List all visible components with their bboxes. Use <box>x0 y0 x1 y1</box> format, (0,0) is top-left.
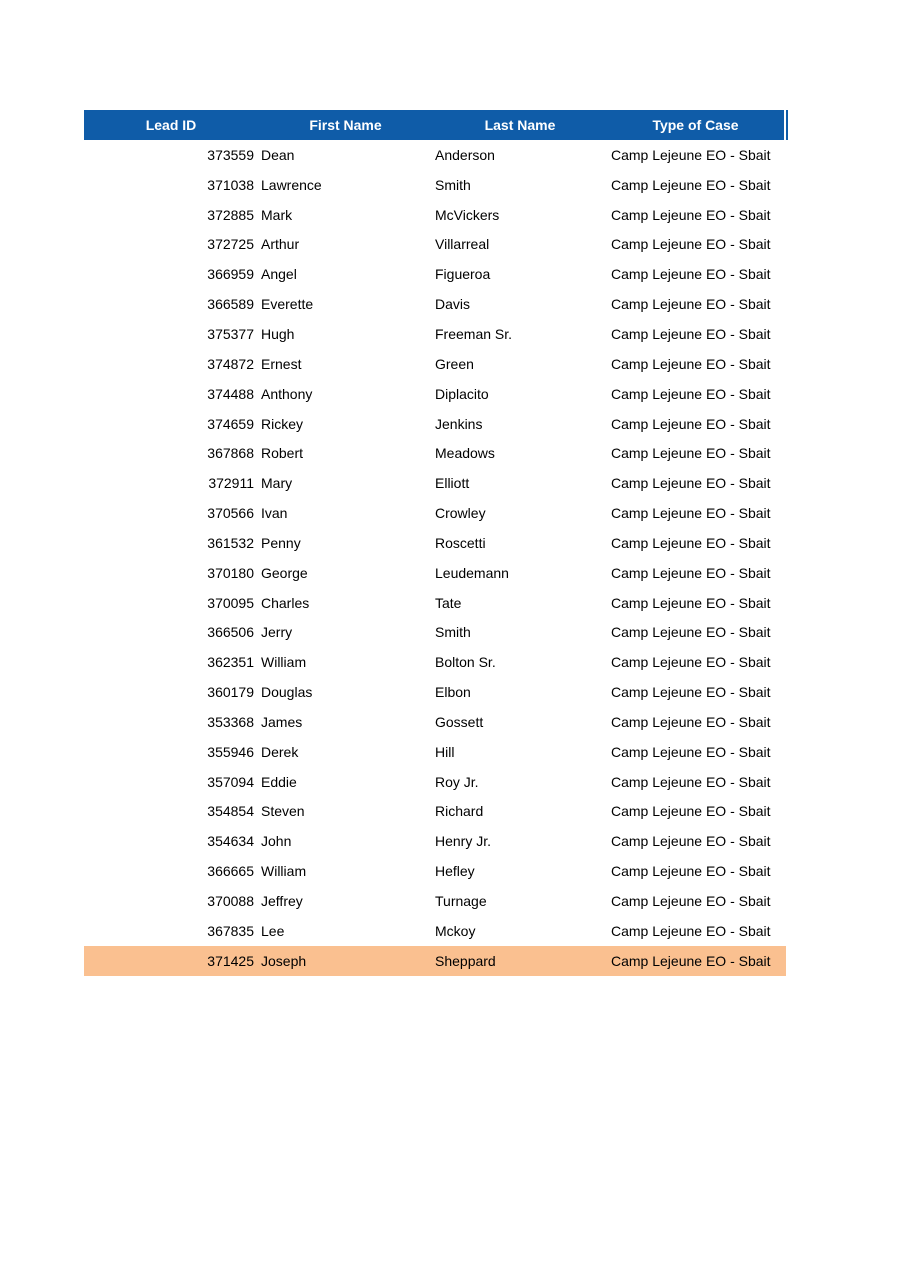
cell-last-name[interactable]: Smith <box>435 176 471 193</box>
cell-first-name[interactable]: Everette <box>261 296 314 313</box>
cell-first-name[interactable]: Derek <box>261 743 299 760</box>
cell-type-of-case[interactable]: Camp Lejeune EO - Sbait <box>611 415 771 432</box>
cell-first-name[interactable]: Dean <box>261 146 295 163</box>
cell-first-name[interactable]: George <box>261 564 308 581</box>
cell-last-name[interactable]: Richard <box>435 803 484 820</box>
cell-lead-id[interactable]: 367868 <box>207 445 254 462</box>
cell-type-of-case[interactable]: Camp Lejeune EO - Sbait <box>611 534 771 551</box>
cell-first-name[interactable]: Angel <box>261 266 297 283</box>
cell-last-name[interactable]: Freeman Sr. <box>435 325 513 342</box>
cell-last-name[interactable]: Hill <box>435 743 455 760</box>
cell-last-name[interactable]: Villarreal <box>435 236 490 253</box>
table-row <box>84 826 784 856</box>
cell-type-of-case[interactable]: Camp Lejeune EO - Sbait <box>611 206 771 223</box>
cell-first-name[interactable]: Joseph <box>261 952 307 969</box>
cell-first-name[interactable]: Lee <box>261 922 285 939</box>
column-header-first-name[interactable]: First Name <box>309 117 382 133</box>
table-row <box>84 170 784 200</box>
table-row <box>84 528 784 558</box>
cell-first-name[interactable]: Rickey <box>261 415 304 432</box>
cell-last-name[interactable]: Anderson <box>435 146 495 163</box>
cell-lead-id[interactable]: 367835 <box>207 922 254 939</box>
table-row <box>84 946 786 976</box>
cell-last-name[interactable]: Davis <box>435 296 471 313</box>
cell-last-name[interactable]: Crowley <box>435 505 486 522</box>
cell-last-name[interactable]: Smith <box>435 624 471 641</box>
cell-type-of-case[interactable]: Camp Lejeune EO - Sbait <box>611 564 771 581</box>
cell-first-name[interactable]: Ernest <box>261 355 302 372</box>
cell-type-of-case[interactable]: Camp Lejeune EO - Sbait <box>611 475 771 492</box>
cell-first-name[interactable]: William <box>261 863 307 880</box>
cell-first-name[interactable]: Jeffrey <box>261 893 303 910</box>
cell-last-name[interactable]: Roy Jr. <box>435 773 479 790</box>
cell-type-of-case[interactable]: Camp Lejeune EO - Sbait <box>611 594 771 611</box>
cell-last-name[interactable]: Hefley <box>435 863 475 880</box>
cell-lead-id[interactable]: 366589 <box>207 296 254 313</box>
table-row <box>84 379 784 409</box>
cell-first-name[interactable]: Lawrence <box>261 176 322 193</box>
table-row <box>84 856 784 886</box>
cell-lead-id[interactable]: 373559 <box>207 146 254 163</box>
cell-first-name[interactable]: Mary <box>261 475 293 492</box>
cell-type-of-case[interactable]: Camp Lejeune EO - Sbait <box>611 922 771 939</box>
cell-type-of-case[interactable]: Camp Lejeune EO - Sbait <box>611 833 771 850</box>
table-row <box>84 140 784 170</box>
adjacent-column-header-sliver <box>786 110 788 140</box>
column-header-lead-id[interactable]: Lead ID <box>145 117 197 133</box>
table-row <box>84 230 784 260</box>
cell-lead-id[interactable]: 374872 <box>207 355 254 372</box>
table-row <box>84 468 784 498</box>
table-row <box>84 886 784 916</box>
table-body <box>84 140 784 976</box>
cell-first-name[interactable]: Jerry <box>261 624 293 641</box>
cell-first-name[interactable]: William <box>261 654 307 671</box>
table-row <box>84 618 784 648</box>
table-row <box>84 259 784 289</box>
cell-last-name[interactable]: Bolton Sr. <box>435 654 496 671</box>
cell-type-of-case[interactable]: Camp Lejeune EO - Sbait <box>611 773 771 790</box>
cell-last-name[interactable]: Turnage <box>435 893 487 910</box>
cell-type-of-case[interactable]: Camp Lejeune EO - Sbait <box>611 385 771 402</box>
cell-lead-id[interactable]: 362351 <box>207 654 254 671</box>
cell-last-name[interactable]: Green <box>435 355 474 372</box>
table-row <box>84 558 784 588</box>
cell-lead-id[interactable]: 374659 <box>207 415 254 432</box>
cell-type-of-case[interactable]: Camp Lejeune EO - Sbait <box>611 624 771 641</box>
cell-lead-id[interactable]: 375377 <box>207 325 254 342</box>
cell-last-name[interactable]: Mckoy <box>435 922 476 939</box>
cell-last-name[interactable]: Figueroa <box>435 266 491 283</box>
cell-last-name[interactable]: Tate <box>435 594 462 611</box>
cell-type-of-case[interactable]: Camp Lejeune EO - Sbait <box>611 654 771 671</box>
cell-type-of-case[interactable]: Camp Lejeune EO - Sbait <box>611 952 771 969</box>
cell-lead-id[interactable]: 372911 <box>208 475 254 492</box>
cell-type-of-case[interactable]: Camp Lejeune EO - Sbait <box>611 266 771 283</box>
cell-first-name[interactable]: Eddie <box>261 773 297 790</box>
table-row <box>84 319 784 349</box>
table-header-row <box>84 110 784 140</box>
table-row <box>84 349 784 379</box>
cell-lead-id[interactable]: 371038 <box>207 176 254 193</box>
cell-last-name[interactable]: McVickers <box>435 206 500 223</box>
cell-last-name[interactable]: Elliott <box>435 475 470 492</box>
table-row <box>84 289 784 319</box>
table-row <box>84 916 784 946</box>
cell-last-name[interactable]: Jenkins <box>435 415 483 432</box>
table-row <box>84 647 784 677</box>
table-row <box>84 200 784 230</box>
cell-lead-id[interactable]: 366506 <box>207 624 254 641</box>
table-row <box>84 438 784 468</box>
cell-last-name[interactable]: Sheppard <box>435 952 496 969</box>
table-row <box>84 677 784 707</box>
cell-first-name[interactable]: Hugh <box>261 325 295 342</box>
cell-first-name[interactable]: Arthur <box>261 236 300 253</box>
column-header-type-of-case[interactable]: Type of Case <box>652 117 739 133</box>
cell-type-of-case[interactable]: Camp Lejeune EO - Sbait <box>611 713 771 730</box>
cell-type-of-case[interactable]: Camp Lejeune EO - Sbait <box>611 803 771 820</box>
cell-lead-id[interactable]: 354854 <box>207 803 254 820</box>
table-row <box>84 737 784 767</box>
cell-lead-id[interactable]: 372885 <box>207 206 254 223</box>
cell-first-name[interactable]: Robert <box>261 445 304 462</box>
cell-first-name[interactable]: Penny <box>261 534 301 551</box>
leads-table <box>84 110 794 976</box>
table-row <box>84 797 784 827</box>
cell-lead-id[interactable]: 366665 <box>207 863 254 880</box>
cell-lead-id[interactable]: 361532 <box>207 534 254 551</box>
cell-first-name[interactable]: Anthony <box>261 385 313 402</box>
cell-last-name[interactable]: Gossett <box>435 713 484 730</box>
cell-last-name[interactable]: Leudemann <box>435 564 509 581</box>
cell-type-of-case[interactable]: Camp Lejeune EO - Sbait <box>611 176 771 193</box>
cell-lead-id[interactable]: 354634 <box>207 833 254 850</box>
cell-type-of-case[interactable]: Camp Lejeune EO - Sbait <box>611 355 771 372</box>
table-row <box>84 707 784 737</box>
cell-first-name[interactable]: Douglas <box>261 684 313 701</box>
cell-type-of-case[interactable]: Camp Lejeune EO - Sbait <box>611 236 771 253</box>
cell-lead-id[interactable]: 357094 <box>207 773 254 790</box>
cell-lead-id[interactable]: 366959 <box>207 266 254 283</box>
cell-lead-id[interactable]: 370095 <box>207 594 254 611</box>
cell-type-of-case[interactable]: Camp Lejeune EO - Sbait <box>611 505 771 522</box>
cell-last-name[interactable]: Diplacito <box>435 385 489 402</box>
cell-lead-id[interactable]: 370180 <box>207 564 254 581</box>
cell-lead-id[interactable]: 355946 <box>207 743 254 760</box>
cell-type-of-case[interactable]: Camp Lejeune EO - Sbait <box>611 684 771 701</box>
table-row <box>84 588 784 618</box>
cell-type-of-case[interactable]: Camp Lejeune EO - Sbait <box>611 863 771 880</box>
cell-lead-id[interactable]: 370088 <box>207 893 254 910</box>
table-row <box>84 767 784 797</box>
cell-type-of-case[interactable]: Camp Lejeune EO - Sbait <box>611 325 771 342</box>
column-header-last-name[interactable]: Last Name <box>484 117 556 133</box>
table-row <box>84 409 784 439</box>
cell-lead-id[interactable]: 371425 <box>207 952 254 969</box>
cell-lead-id[interactable]: 370566 <box>207 505 254 522</box>
cell-first-name[interactable]: John <box>261 833 292 850</box>
cell-type-of-case[interactable]: Camp Lejeune EO - Sbait <box>611 445 771 462</box>
cell-lead-id[interactable]: 374488 <box>207 385 254 402</box>
cell-lead-id[interactable]: 372725 <box>207 236 254 253</box>
cell-first-name[interactable]: Ivan <box>261 505 288 522</box>
cell-first-name[interactable]: James <box>261 713 303 730</box>
cell-type-of-case[interactable]: Camp Lejeune EO - Sbait <box>611 296 771 313</box>
cell-first-name[interactable]: Charles <box>261 594 310 611</box>
cell-last-name[interactable]: Roscetti <box>435 534 486 551</box>
cell-first-name[interactable]: Steven <box>261 803 305 820</box>
cell-lead-id[interactable]: 360179 <box>207 684 254 701</box>
table-row <box>84 498 784 528</box>
cell-type-of-case[interactable]: Camp Lejeune EO - Sbait <box>611 146 771 163</box>
cell-type-of-case[interactable]: Camp Lejeune EO - Sbait <box>611 893 771 910</box>
cell-last-name[interactable]: Henry Jr. <box>435 833 492 850</box>
cell-last-name[interactable]: Elbon <box>435 684 471 701</box>
cell-last-name[interactable]: Meadows <box>435 445 495 462</box>
cell-first-name[interactable]: Mark <box>261 206 293 223</box>
cell-lead-id[interactable]: 353368 <box>207 713 254 730</box>
cell-type-of-case[interactable]: Camp Lejeune EO - Sbait <box>611 743 771 760</box>
